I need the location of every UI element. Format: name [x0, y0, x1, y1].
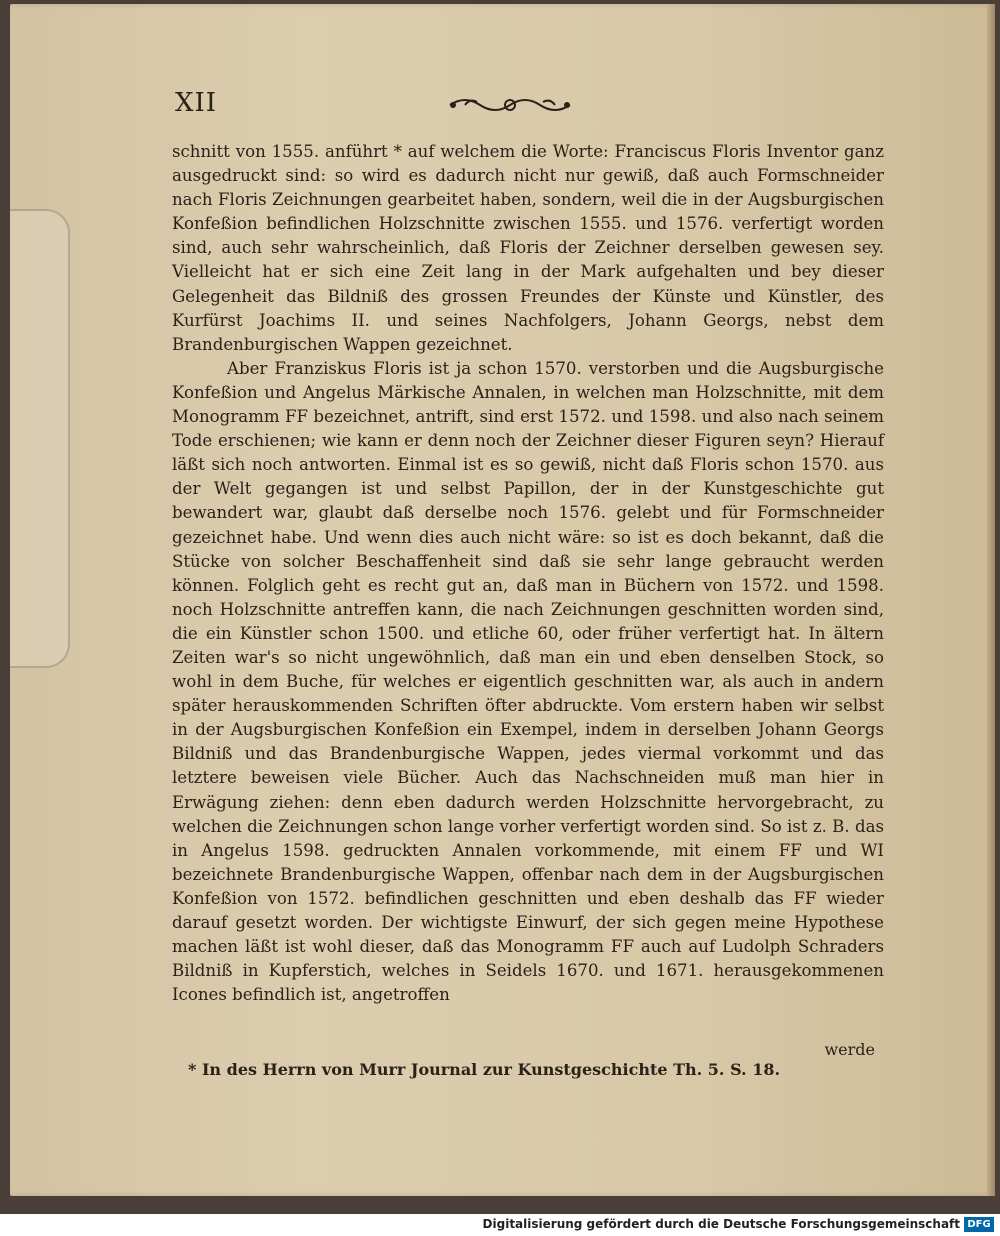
footnote: * In des Herrn von Murr Journal zur Kunstgeschichte Th. 5. S. 18. — [188, 1060, 781, 1079]
ornament-icon — [445, 90, 575, 120]
page-header — [175, 88, 875, 128]
paragraph-1: schnitt von 1555. anführt * auf welchem die Worte: Franciscus Floris Inventor ganz ausgedruckt sind: so wird es dadurch nicht nur gewiß, daß auch Formschneider nach Floris Zeichnungen gearbeitet haben, sondern, weil die in der Augsburgischen Konfeßion befindlichen Holzschnitte zwischen 1555. und 1576. verfertigt worden sind, auch sehr wahrscheinlich, daß Floris der Zeichner derselben gewesen sey. Vielleicht hat er sich eine Zeit lang in der Mark aufgehalten und bey dieser Gelegenheit das Bildniß des grossen Freundes der Künste und Künstler, des Kurfürst Joachims II. und seines Nachfolgers, Johann Georgs, nebst dem Brandenburgischen Wappen gezeichnet. — [172, 142, 884, 354]
page-number: XII — [175, 88, 218, 118]
catchword: werde — [824, 1040, 875, 1059]
dfg-logo: DFG — [964, 1217, 994, 1232]
footer-bar — [0, 1214, 1000, 1236]
folded-tab — [10, 209, 70, 668]
body-text — [172, 140, 884, 1007]
page-edge — [987, 4, 995, 1196]
funding-credit: Digitalisierung gefördert durch die Deutsche Forschungsgemeinschaft — [482, 1217, 960, 1231]
paragraph-2: Aber Franziskus Floris ist ja schon 1570. verstorben und die Augsburgische Konfeßion und Angelus Märkische Annalen, in welchen man Holzschnitte, mit dem Monogramm FF bezeichnet, antrift, sind erst 1572. und 1598. und also nach seinem Tode erschienen; wie kann er denn noch der Zeichner dieser Figuren seyn? Hierauf läßt sich noch antworten. Einmal ist es so gewiß, nicht daß Floris schon 1570. aus der Welt gegangen ist und selbst Papillon, der in der Kunstgeschichte gut bewandert war, glaubt daß derselbe noch 1576. gelebt und für Formschneider gezeichnet habe. Und wenn dies auch nicht wäre: so ist es doch bekannt, daß die Stücke von solcher Beschaffenheit sind daß sie sehr lange gebraucht werden können. Folglich geht es recht gut an, daß man in Büchern von 1572. und 1598. noch Holzschnitte antreffen kann, die nach Zeichnungen geschnitten worden sind, die ein Künstler schon 1500. und etliche 60, oder früher verfertigt hat. In ältern Zeiten war's so nicht ungewöhnlich, daß man ein und eben denselben Stock, so wohl in dem Buche, für welches er eigentlich geschnitten war, als auch in andern später herauskommenden Schriften öfter abdruckte. Vom erstern haben wir selbst in der Augsburgischen Konfeßion ein Exempel, indem in derselben Johann Georgs Bildniß und das Brandenburgische Wappen, jedes viermal vorkommt und das letztere beweisen viele Bücher. Auch das Nachschneiden muß man hier in Erwägung ziehen: denn eben dadurch werden Holzschnitte hervorgebracht, zu welchen die Zeichnungen schon lange vorher verfertigt worden sind. So ist z. B. das in Angelus 1598. gedruckten Annalen vorkommende, mit einem FF und WI bezeichnete Brandenburgische Wappen, offenbar nach dem in der Augsburgischen Konfeßion von 1572. befindlichen geschnitten und eben deshalb das FF wieder darauf gesetzt worden. Der wichtigste Einwurf, der sich gegen meine Hypothese machen läßt ist wohl dieser, daß das Monogramm FF auch auf Ludolph Schraders Bildniß in Kupferstich, welches in Seidels 1670. und 1671. herausgekommenen Icones befindlich ist, angetroffen — [172, 358, 884, 1005]
